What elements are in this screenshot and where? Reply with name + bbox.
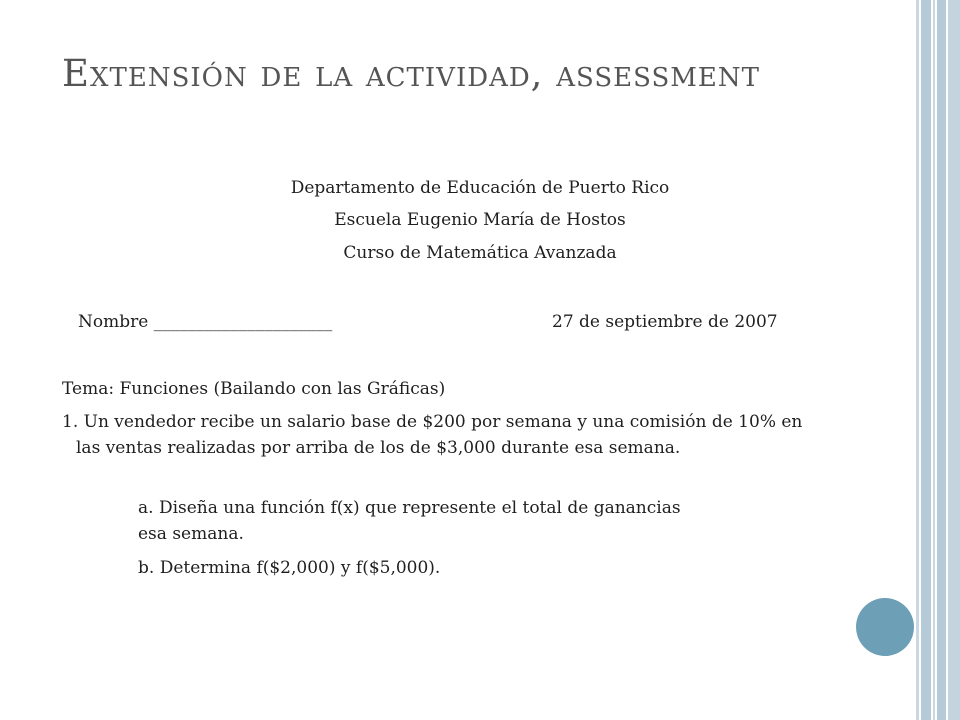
- department-line: Departamento de Educación de Puerto Rico: [290, 178, 670, 198]
- problem-part-b: b. Determina f($2,000) y f($5,000).: [138, 558, 441, 578]
- stripe: [933, 0, 935, 720]
- decorative-circle: [856, 598, 914, 656]
- problem-statement: 1. Un vendedor recibe un salario base de $200 por semana y una comisión de 10% en las ventas realizadas por arriba de los de $3,000 durante esa semana.: [62, 412, 803, 458]
- name-field-label: Nombre _____________________: [78, 312, 333, 332]
- course-line: Curso de Matemática Avanzada: [343, 243, 617, 263]
- stripe: [916, 0, 919, 720]
- stripe: [921, 0, 931, 720]
- date-text: 27 de septiembre de 2007: [552, 312, 778, 332]
- slide-title: Extensión de la actividad, assessment: [62, 52, 760, 95]
- stripe: [937, 0, 946, 720]
- school-line: Escuela Eugenio María de Hostos: [334, 210, 626, 230]
- stripe: [948, 0, 960, 720]
- problem-part-a: a. Diseña una función f(x) que represente el total de ganancias esa semana.: [138, 498, 681, 544]
- decorative-side-stripes: [916, 0, 960, 720]
- topic-line: Tema: Funciones (Bailando con las Gráficas): [62, 379, 446, 399]
